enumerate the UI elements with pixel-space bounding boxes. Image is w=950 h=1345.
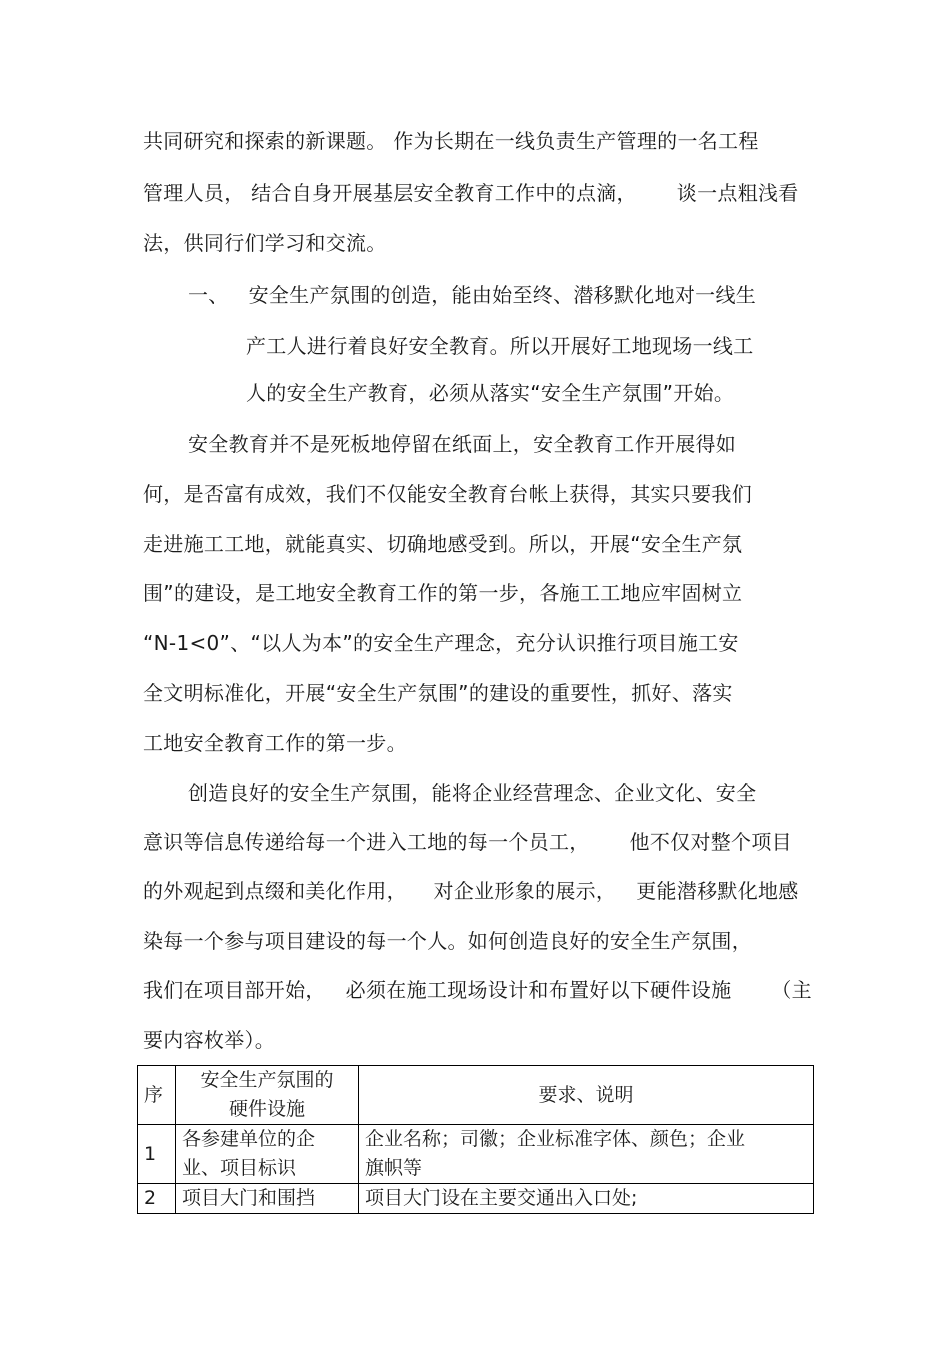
paragraph-line: 创造良好的安全生产氛围，能将企业经营理念、企业文化、安全 — [188, 781, 757, 805]
table-header-row — [138, 1066, 814, 1125]
section-heading-line: 一、 安全生产氛围的创造，能由始至终、潜移默化地对一线生 — [188, 283, 757, 307]
paragraph-line: 围”的建设，是工地安全教育工作的第一步，各施工工地应牢固树立 — [143, 581, 743, 605]
table-row — [138, 1125, 814, 1184]
paragraph-line: 何，是否富有成效，我们不仅能安全教育台帐上获得，其实只要我们 — [143, 482, 752, 506]
paragraph-line: 走进施工工地，就能真实、切确地感受到。所以，开展“安全生产氛 — [143, 532, 743, 556]
header-cell-facility-line: 硬件设施 — [228, 1098, 305, 1120]
paragraph-line: “N-1<0”、“以人为本”的安全生产理念，充分认识推行项目施工安 — [143, 631, 739, 655]
facility-cell — [176, 1125, 359, 1184]
paragraph-line: 要内容枚举）。 — [143, 1028, 276, 1052]
paragraph-line: 法，供同行们学习和交流。 — [143, 231, 387, 255]
section-heading-line: 人的安全生产教育，必须从落实“安全生产氛围”开始。 — [246, 381, 735, 405]
paragraph-line: 管理人员， 结合自身开展基层安全教育工作中的点滴， 谈一点粗浅看 — [143, 181, 799, 205]
header-cell-requirements: 要求、说明 — [359, 1066, 814, 1125]
section-heading-line: 产工人进行着良好安全教育。所以开展好工地现场一线工 — [246, 334, 754, 358]
paragraph-line: 的外观起到点缀和美化作用， 对企业形象的展示， 更能潜移默化地感 — [143, 879, 799, 903]
hardware-facilities-table — [137, 1065, 814, 1214]
facility-cell: 项目大门和围挡 — [176, 1184, 359, 1214]
row-number-cell: 2 — [138, 1184, 176, 1214]
paragraph-line: 安全教育并不是死板地停留在纸面上，安全教育工作开展得如 — [188, 432, 737, 456]
row-number-cell: 1 — [138, 1125, 176, 1184]
requirement-cell-line: 旗帜等 — [365, 1157, 423, 1179]
facility-cell-line: 各参建单位的企 — [182, 1128, 316, 1150]
paragraph-line: 意识等信息传递给每一个进入工地的每一个员工， 他不仅对整个项目 — [143, 830, 792, 854]
paragraph-line: 工地安全教育工作的第一步。 — [143, 731, 407, 755]
paragraph-line: 我们在项目部开始， 必须在施工现场设计和布置好以下硬件设施 （主 — [143, 978, 812, 1002]
requirement-cell: 项目大门设在主要交通出入口处; — [359, 1184, 814, 1214]
header-cell-facility-line: 安全生产氛围的 — [200, 1069, 334, 1091]
requirement-cell — [359, 1125, 814, 1184]
table-row — [138, 1184, 814, 1214]
paragraph-line: 全文明标准化，开展“安全生产氛围”的建设的重要性，抓好、落实 — [143, 681, 733, 705]
header-cell-facility — [176, 1066, 359, 1125]
header-cell-no: 序 — [138, 1066, 176, 1125]
paragraph-line: 共同研究和探索的新课题。 作为长期在一线负责生产管理的一名工程 — [143, 129, 759, 153]
paragraph-line: 染每一个参与项目建设的每一个人。如何创造良好的安全生产氛围， — [143, 929, 752, 953]
requirement-cell-line: 企业名称；司徽；企业标准字体、颜色；企业 — [365, 1128, 746, 1150]
facility-cell-line: 业、项目标识 — [182, 1157, 297, 1179]
